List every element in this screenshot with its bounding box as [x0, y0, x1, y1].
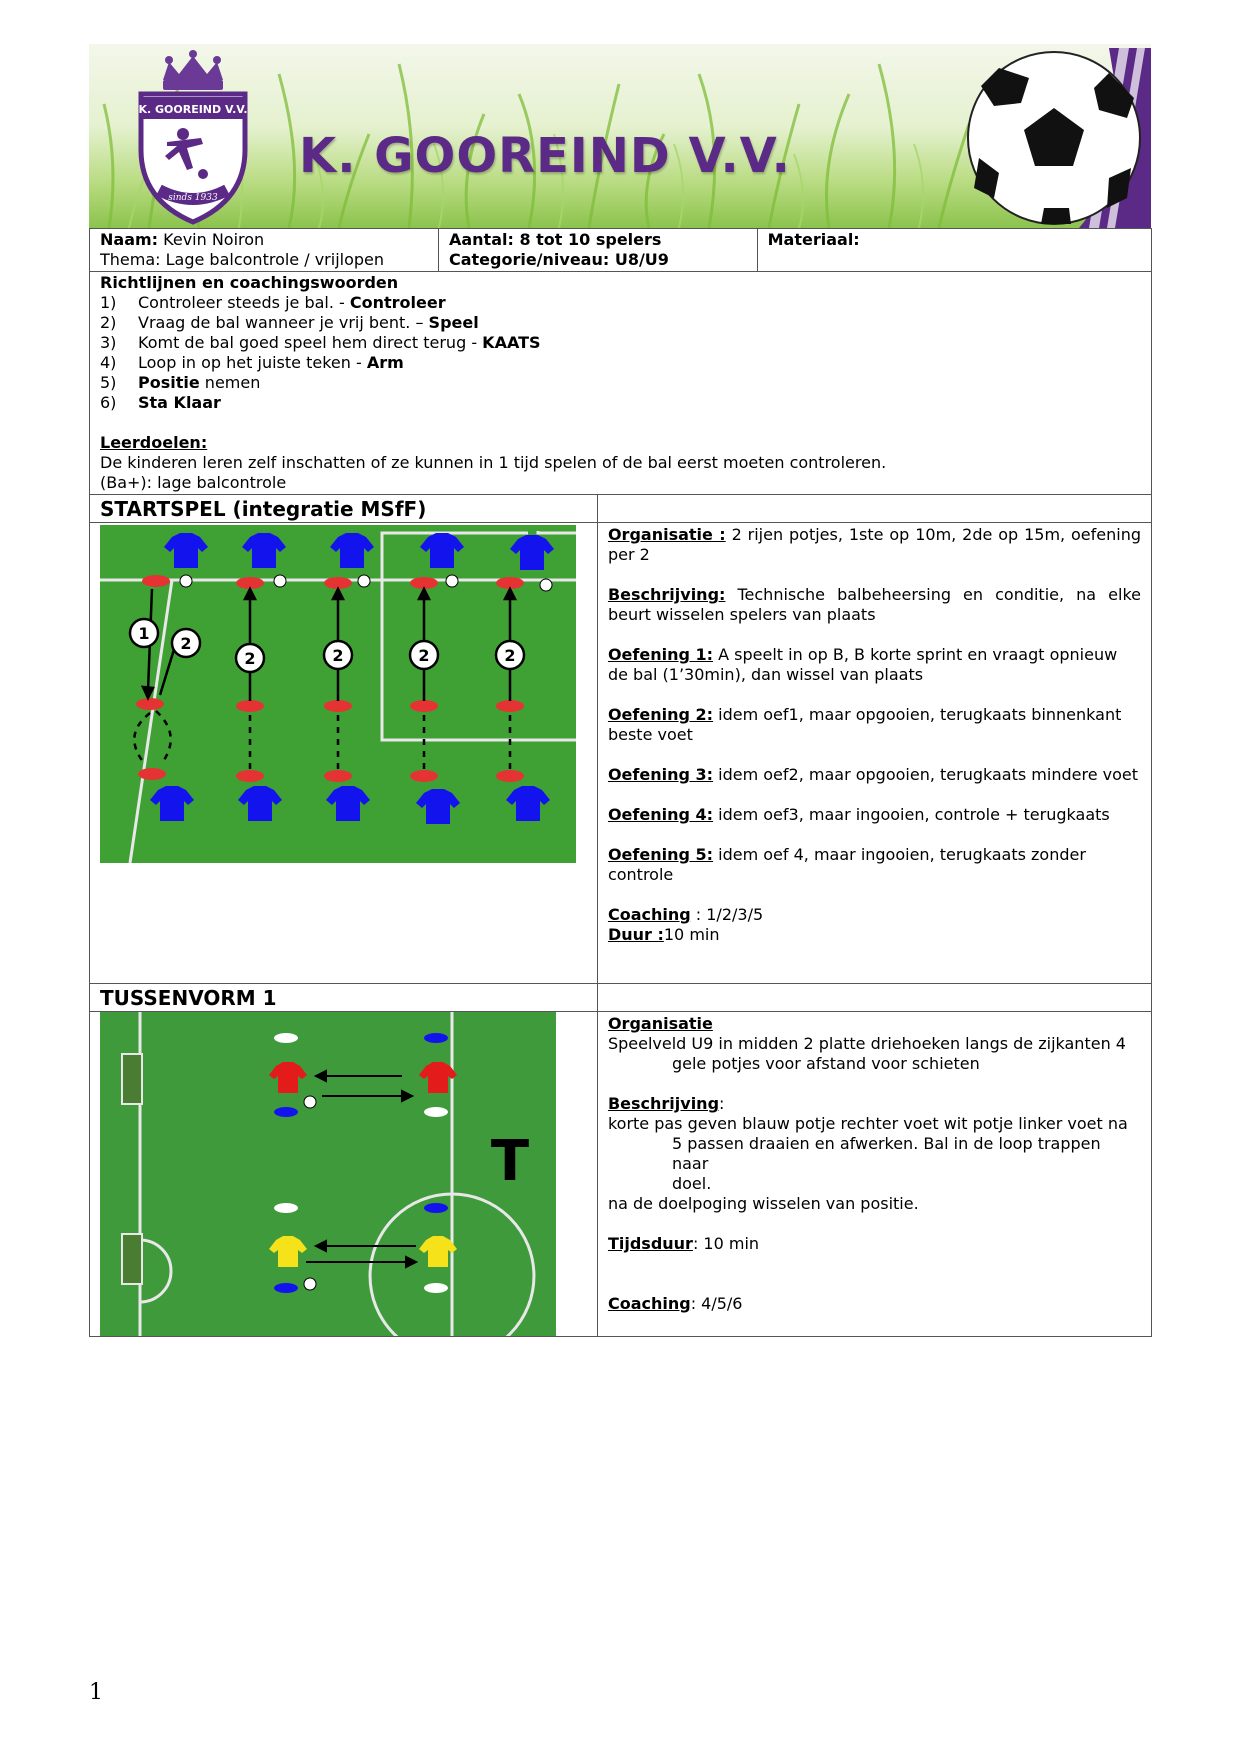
duur-label: Duur :: [607, 925, 664, 944]
tussenvorm-diagram-cell: [90, 1012, 598, 1337]
aantal-text: Aantal: 8 tot 10 spelers: [448, 230, 662, 249]
richtlijnen-cell: [90, 272, 1152, 495]
leerdoelen-text: De kinderen leren zelf inschatten of ze kunnen in 1 tijd spelen of de bal eerst moeten controleren.: [100, 453, 887, 472]
trainer-marker: T: [490, 1129, 530, 1194]
startspel-diagram: [100, 525, 576, 863]
categorie-text: Categorie/niveau: U8/U9: [448, 250, 669, 269]
svg-text:2: 2: [180, 634, 192, 653]
list-item: 5) Positie nemen: [100, 373, 261, 392]
page-number: 1: [89, 1680, 103, 1705]
aantal-cell: [438, 229, 757, 272]
oefening-label: Oefening 2:: [607, 705, 714, 724]
tijdsduur-label: Tijdsduur: [607, 1234, 693, 1253]
materiaal-label: Materiaal:: [767, 230, 860, 249]
oefening-label: Oefening 1:: [607, 645, 714, 664]
list-item: 6) Sta Klaar: [100, 393, 221, 412]
coaching-label: Coaching: [607, 905, 691, 924]
naam-cell: [90, 229, 439, 272]
startspel-text-cell: Organisatie : 2 rijen potjes, 1ste op 10m, 2de op 15m, oefening per 2 Beschrijving: Technische balbeheersing en conditie, na elke beurt wisselen spelers van plaats Oefening 1: A speelt in op B, B korte sprint en vraagt opnieuw de bal (1’30min), dan wissel van plaats Oefening 2: idem oef1, maar opgooien, terugkaats binnenkant beste voet Oefening 3: idem oef2, maar opgooien, terugkaats mindere voet Oefening 4: idem oef3, maar ingooien, controle + terugkaats Oefening 5: idem oef 4, maar ingooien, terugkaats zonder controle Coaching : 1/2/3/5 Duur :10 min: [597, 523, 1151, 984]
oefening-label: Oefening 4:: [607, 805, 714, 824]
tussenvorm-heading: TUSSENVORM 1: [90, 984, 598, 1012]
naam-value: Kevin Noiron: [163, 230, 265, 249]
startspel-diagram-cell: [90, 523, 598, 984]
beschrijving-label: Beschrijving: [607, 1094, 720, 1113]
coaching-label: Coaching: [607, 1294, 691, 1313]
leerdoelen-title: Leerdoelen:: [100, 433, 208, 452]
tussenvorm-diagram: [100, 1012, 556, 1336]
oefening-label: Oefening 3:: [607, 765, 714, 784]
organisatie-label: Organisatie: [607, 1014, 713, 1033]
beschrijving-label: Beschrijving:: [607, 585, 726, 604]
list-item: 2) Vraag de bal wanneer je vrij bent. – Speel: [100, 313, 479, 332]
svg-text:2: 2: [244, 649, 256, 668]
list-item: 4) Loop in op het juiste teken - Arm: [100, 353, 404, 372]
svg-text:2: 2: [504, 646, 516, 665]
svg-text:1: 1: [138, 624, 150, 643]
svg-text:K. GOOREIND V.V.: K. GOOREIND V.V.: [138, 103, 248, 116]
training-sheet-table: [89, 228, 1152, 1337]
richtlijnen-title: Richtlijnen en coachingswoorden: [100, 273, 399, 292]
empty-cell: [597, 984, 1151, 1012]
list-item: 1) Controleer steeds je bal. - Controleer: [100, 293, 446, 312]
banner-title: K. GOOREIND V.V.: [299, 128, 791, 184]
soccer-ball-icon: [959, 48, 1151, 228]
thema-text: Thema: Lage balcontrole / vrijlopen: [100, 250, 385, 269]
empty-cell: [597, 495, 1151, 523]
svg-text:sinds 1933: sinds 1933: [168, 193, 218, 203]
leerdoelen-subtext: (Ba+): lage balcontrole: [100, 473, 287, 492]
tussenvorm-text-cell: Organisatie Speelveld U9 in midden 2 platte driehoeken langs de zijkanten 4 gele potjes voor afstand voor schieten Beschrijving: korte pas geven blauw potje rechter voet wit potje linker voet na 5 passen draaien en afwerken. Bal in de loop trappen naar doel. na de doelpoging wisselen van positie. Tijdsduur: 10 min Coaching: 4/5/6: [597, 1012, 1151, 1337]
naam-label: Naam:: [100, 230, 159, 249]
header-banner: [89, 44, 1151, 228]
svg-text:2: 2: [332, 646, 344, 665]
organisatie-label: Organisatie :: [607, 525, 726, 544]
svg-text:2: 2: [418, 646, 430, 665]
list-item: 3) Komt de bal goed speel hem direct terug - KAATS: [100, 333, 541, 352]
materiaal-cell: [757, 229, 1151, 272]
club-logo: [133, 50, 253, 226]
oefening-label: Oefening 5:: [607, 845, 714, 864]
startspel-heading: STARTSPEL (integratie MSfF): [90, 495, 598, 523]
